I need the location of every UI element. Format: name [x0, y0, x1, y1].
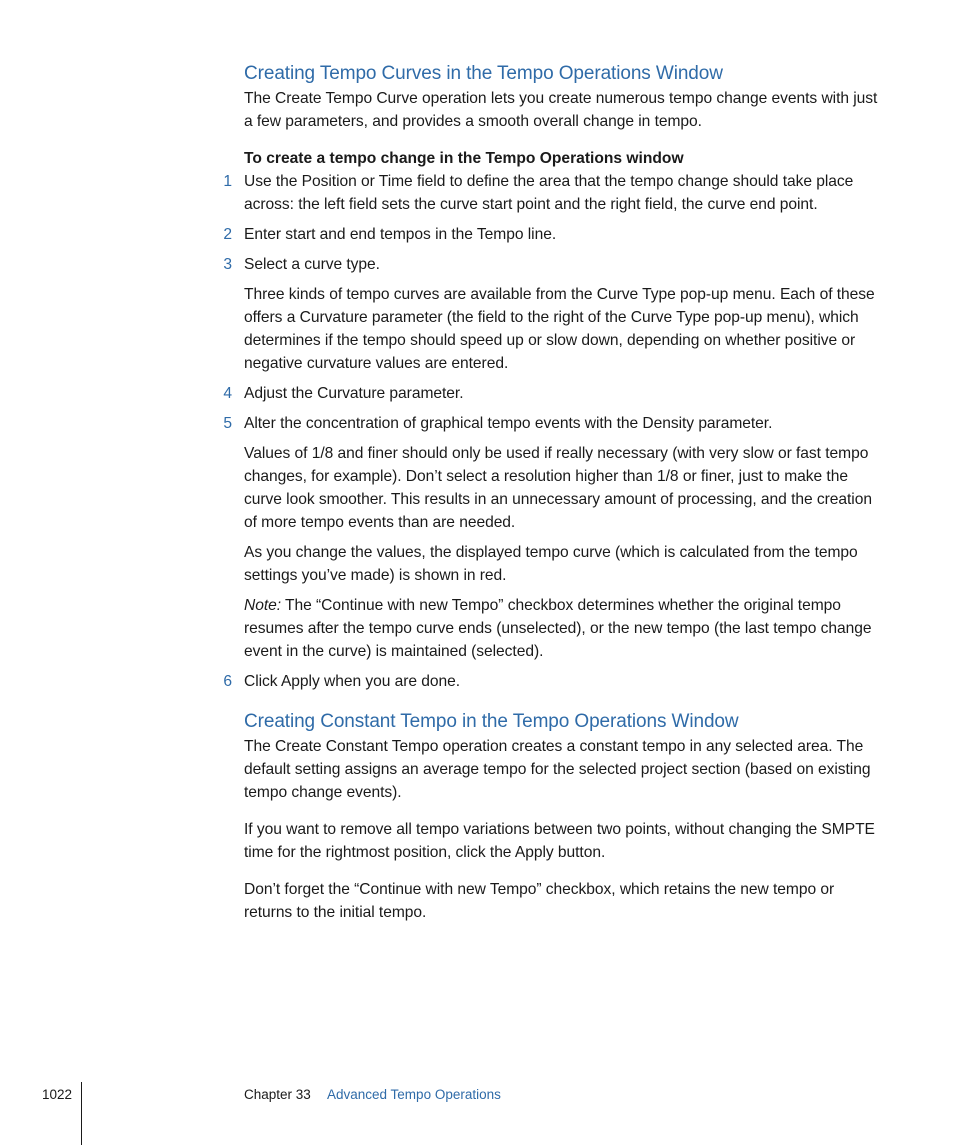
- step-number: 3: [223, 256, 232, 273]
- procedure-title: To create a tempo change in the Tempo Operations window: [244, 150, 684, 167]
- footer-chapter-title: Advanced Tempo Operations: [327, 1087, 501, 1102]
- step-text: Alter the concentration of graphical tempo events with the Density parameter.: [244, 415, 773, 432]
- step-detail: Values of 1/8 and finer should only be used if really necessary (with very slow or fast tempo changes, for example). Don’t select a resolution higher than 1/8 or finer, just to make the curve look smoother. This results in an unnecessary amount of processing, and the creation of more tempo events than are needed.: [244, 445, 872, 531]
- step-number: 2: [223, 226, 232, 243]
- step-text: Use the Position or Time field to define the area that the tempo change should take place across: the left field sets the curve start point and the right field, the curve end point.: [244, 173, 854, 213]
- paragraph: Don’t forget the “Continue with new Tempo” checkbox, which retains the new tempo or returns to the initial tempo.: [244, 881, 835, 921]
- step-text: Select a curve type.: [244, 256, 380, 273]
- note-paragraph: [244, 594, 878, 663]
- paragraph: If you want to remove all tempo variations between two points, without changing the SMPTE time for the rightmost position, click the Apply button.: [244, 821, 875, 861]
- section-intro: The Create Tempo Curve operation lets you create numerous tempo change events with just a few parameters, and provides a smooth overall change in tempo.: [244, 90, 878, 130]
- step-text: Adjust the Curvature parameter.: [244, 385, 464, 402]
- step-detail: As you change the values, the displayed tempo curve (which is calculated from the tempo settings you’ve made) is shown in red.: [244, 544, 858, 584]
- step-text: Enter start and end tempos in the Tempo line.: [244, 226, 557, 243]
- footer-divider: [81, 1082, 82, 1145]
- step-text: Click Apply when you are done.: [244, 673, 461, 690]
- section-heading-constant-tempo: Creating Constant Tempo in the Tempo Operations Window: [244, 711, 739, 732]
- step-number: 6: [223, 673, 232, 690]
- step-number: 1: [223, 173, 232, 190]
- step-number: 5: [223, 415, 232, 432]
- step-detail: Three kinds of tempo curves are available from the Curve Type pop-up menu. Each of these offers a Curvature parameter (the field to the right of the Curve Type pop-up menu), which determines if the tempo should speed up or slow down, depending on whether positive or negative curvature values are entered.: [244, 286, 875, 372]
- page-number: 1022: [42, 1087, 73, 1102]
- note-text: The “Continue with new Tempo” checkbox determines whether the original tempo resumes after the tempo curve ends (unselected), or the new tempo (the last tempo change event in the curve) is maintained (selected).: [244, 597, 872, 660]
- step-number: 4: [223, 385, 232, 402]
- note-label: Note:: [244, 597, 282, 614]
- section-heading-tempo-curves: Creating Tempo Curves in the Tempo Operations Window: [244, 63, 723, 84]
- footer-chapter: Chapter 33: [244, 1087, 311, 1102]
- paragraph: The Create Constant Tempo operation creates a constant tempo in any selected area. The default setting assigns an average tempo for the selected project section (based on existing tempo change events).: [244, 738, 871, 801]
